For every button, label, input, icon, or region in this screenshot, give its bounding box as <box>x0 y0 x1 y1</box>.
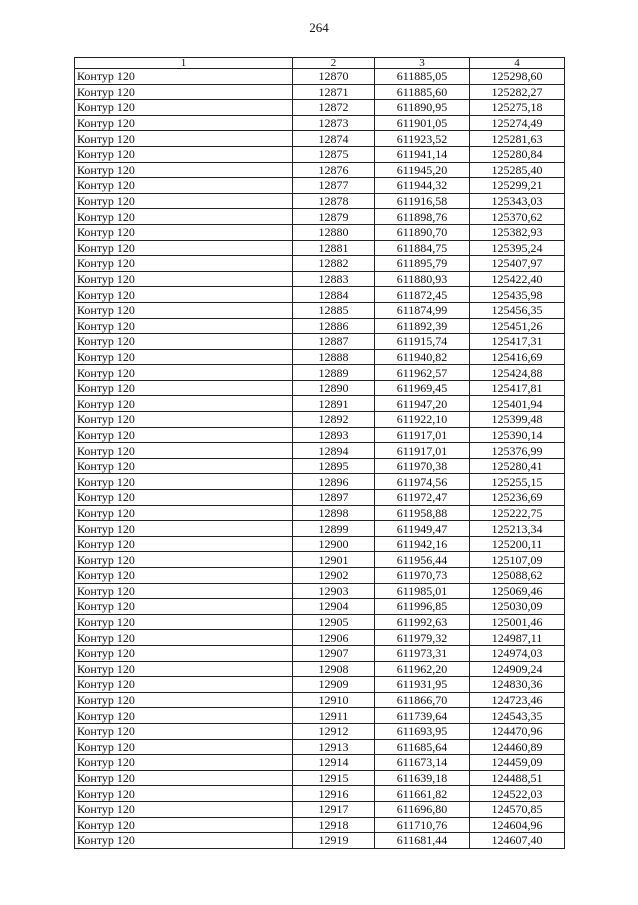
x-coordinate-cell: 611970,73 <box>375 568 470 584</box>
table-row <box>75 474 565 490</box>
contour-name-cell: Контур 120 <box>75 240 293 256</box>
y-coordinate-cell: 125282,27 <box>470 84 565 100</box>
y-coordinate-cell: 125343,03 <box>470 193 565 209</box>
contour-name-cell: Контур 120 <box>75 69 293 85</box>
contour-name-cell: Контур 120 <box>75 490 293 506</box>
table-row <box>75 412 565 428</box>
point-number-cell: 12870 <box>293 69 375 85</box>
y-coordinate-cell: 125298,60 <box>470 69 565 85</box>
x-coordinate-cell: 611901,05 <box>375 115 470 131</box>
x-coordinate-cell: 611693,95 <box>375 723 470 739</box>
point-number-cell: 12899 <box>293 521 375 537</box>
x-coordinate-cell: 611947,20 <box>375 396 470 412</box>
table-row <box>75 256 565 272</box>
table-row <box>75 396 565 412</box>
table-row <box>75 833 565 849</box>
point-number-cell: 12882 <box>293 256 375 272</box>
point-number-cell: 12918 <box>293 817 375 833</box>
table-row <box>75 614 565 630</box>
point-number-cell: 12902 <box>293 568 375 584</box>
y-coordinate-cell: 125390,14 <box>470 427 565 443</box>
y-coordinate-cell: 125376,99 <box>470 443 565 459</box>
point-number-cell: 12919 <box>293 833 375 849</box>
table-row <box>75 708 565 724</box>
point-number-cell: 12909 <box>293 677 375 693</box>
table-row <box>75 349 565 365</box>
point-number-cell: 12915 <box>293 770 375 786</box>
point-number-cell: 12885 <box>293 302 375 318</box>
y-coordinate-cell: 125030,09 <box>470 599 565 615</box>
table-row <box>75 630 565 646</box>
y-coordinate-cell: 125274,49 <box>470 115 565 131</box>
contour-name-cell: Контур 120 <box>75 224 293 240</box>
point-number-cell: 12879 <box>293 209 375 225</box>
table-row <box>75 661 565 677</box>
table-row <box>75 209 565 225</box>
point-number-cell: 12892 <box>293 412 375 428</box>
table-row <box>75 69 565 85</box>
point-number-cell: 12916 <box>293 786 375 802</box>
table-row <box>75 100 565 116</box>
point-number-cell: 12907 <box>293 645 375 661</box>
x-coordinate-cell: 611922,10 <box>375 412 470 428</box>
contour-name-cell: Контур 120 <box>75 786 293 802</box>
x-coordinate-cell: 611944,32 <box>375 178 470 194</box>
point-number-cell: 12880 <box>293 224 375 240</box>
table-row <box>75 583 565 599</box>
table-row <box>75 318 565 334</box>
contour-name-cell: Контур 120 <box>75 380 293 396</box>
contour-name-cell: Контур 120 <box>75 614 293 630</box>
y-coordinate-cell: 124604,96 <box>470 817 565 833</box>
table-row <box>75 271 565 287</box>
x-coordinate-cell: 611941,14 <box>375 146 470 162</box>
contour-name-cell: Контур 120 <box>75 443 293 459</box>
x-coordinate-cell: 611970,38 <box>375 458 470 474</box>
table-row <box>75 146 565 162</box>
y-coordinate-cell: 125424,88 <box>470 365 565 381</box>
y-coordinate-cell: 124723,46 <box>470 692 565 708</box>
y-coordinate-cell: 124830,36 <box>470 677 565 693</box>
y-coordinate-cell: 124543,35 <box>470 708 565 724</box>
point-number-cell: 12891 <box>293 396 375 412</box>
y-coordinate-cell: 124522,03 <box>470 786 565 802</box>
y-coordinate-cell: 125417,81 <box>470 380 565 396</box>
x-coordinate-cell: 611890,95 <box>375 100 470 116</box>
column-header-3: 3 <box>375 58 470 69</box>
contour-name-cell: Контур 120 <box>75 552 293 568</box>
table-row <box>75 552 565 568</box>
table-row <box>75 458 565 474</box>
contour-name-cell: Контур 120 <box>75 84 293 100</box>
table-row <box>75 302 565 318</box>
contour-name-cell: Контур 120 <box>75 162 293 178</box>
contour-name-cell: Контур 120 <box>75 583 293 599</box>
x-coordinate-cell: 611685,64 <box>375 739 470 755</box>
y-coordinate-cell: 124909,24 <box>470 661 565 677</box>
x-coordinate-cell: 611866,70 <box>375 692 470 708</box>
point-number-cell: 12888 <box>293 349 375 365</box>
x-coordinate-cell: 611895,79 <box>375 256 470 272</box>
page-number: 264 <box>309 20 329 35</box>
contour-name-cell: Контур 120 <box>75 474 293 490</box>
point-number-cell: 12914 <box>293 755 375 771</box>
table-row <box>75 723 565 739</box>
y-coordinate-cell: 125281,63 <box>470 131 565 147</box>
contour-name-cell: Контур 120 <box>75 833 293 849</box>
contour-name-cell: Контур 120 <box>75 599 293 615</box>
y-coordinate-cell: 125280,41 <box>470 458 565 474</box>
table-row <box>75 115 565 131</box>
y-coordinate-cell: 124470,96 <box>470 723 565 739</box>
point-number-cell: 12911 <box>293 708 375 724</box>
point-number-cell: 12886 <box>293 318 375 334</box>
point-number-cell: 12889 <box>293 365 375 381</box>
y-coordinate-cell: 124459,09 <box>470 755 565 771</box>
point-number-cell: 12912 <box>293 723 375 739</box>
point-number-cell: 12917 <box>293 801 375 817</box>
x-coordinate-cell: 611945,20 <box>375 162 470 178</box>
x-coordinate-cell: 611885,05 <box>375 69 470 85</box>
contour-name-cell: Контур 120 <box>75 817 293 833</box>
point-number-cell: 12890 <box>293 380 375 396</box>
column-header-1: 1 <box>75 58 293 69</box>
contour-name-cell: Контур 120 <box>75 209 293 225</box>
contour-name-cell: Контур 120 <box>75 521 293 537</box>
point-number-cell: 12893 <box>293 427 375 443</box>
y-coordinate-cell: 124570,85 <box>470 801 565 817</box>
point-number-cell: 12884 <box>293 287 375 303</box>
x-coordinate-cell: 611739,64 <box>375 708 470 724</box>
y-coordinate-cell: 125088,62 <box>470 568 565 584</box>
point-number-cell: 12875 <box>293 146 375 162</box>
table-row <box>75 801 565 817</box>
x-coordinate-cell: 611974,56 <box>375 474 470 490</box>
x-coordinate-cell: 611681,44 <box>375 833 470 849</box>
y-coordinate-cell: 125370,62 <box>470 209 565 225</box>
contour-name-cell: Контур 120 <box>75 801 293 817</box>
table-row <box>75 786 565 802</box>
y-coordinate-cell: 125422,40 <box>470 271 565 287</box>
y-coordinate-cell: 125222,75 <box>470 505 565 521</box>
y-coordinate-cell: 125255,15 <box>470 474 565 490</box>
table-row <box>75 178 565 194</box>
contour-name-cell: Контур 120 <box>75 677 293 693</box>
point-number-cell: 12898 <box>293 505 375 521</box>
column-header-4: 4 <box>470 58 565 69</box>
point-number-cell: 12881 <box>293 240 375 256</box>
point-number-cell: 12894 <box>293 443 375 459</box>
y-coordinate-cell: 125299,21 <box>470 178 565 194</box>
x-coordinate-cell: 611996,85 <box>375 599 470 615</box>
x-coordinate-cell: 611898,76 <box>375 209 470 225</box>
y-coordinate-cell: 125451,26 <box>470 318 565 334</box>
table-row <box>75 770 565 786</box>
contour-name-cell: Контур 120 <box>75 536 293 552</box>
x-coordinate-cell: 611940,82 <box>375 349 470 365</box>
y-coordinate-cell: 124974,03 <box>470 645 565 661</box>
x-coordinate-cell: 611973,31 <box>375 645 470 661</box>
y-coordinate-cell: 124987,11 <box>470 630 565 646</box>
table-row <box>75 521 565 537</box>
x-coordinate-cell: 611673,14 <box>375 755 470 771</box>
point-number-cell: 12895 <box>293 458 375 474</box>
point-number-cell: 12901 <box>293 552 375 568</box>
table-row <box>75 162 565 178</box>
point-number-cell: 12900 <box>293 536 375 552</box>
x-coordinate-cell: 611958,88 <box>375 505 470 521</box>
table-row <box>75 599 565 615</box>
table-row <box>75 568 565 584</box>
table-row <box>75 131 565 147</box>
point-number-cell: 12896 <box>293 474 375 490</box>
coordinates-table <box>74 57 565 849</box>
y-coordinate-cell: 125107,09 <box>470 552 565 568</box>
table-row <box>75 739 565 755</box>
point-number-cell: 12905 <box>293 614 375 630</box>
contour-name-cell: Контур 120 <box>75 412 293 428</box>
x-coordinate-cell: 611917,01 <box>375 443 470 459</box>
point-number-cell: 12906 <box>293 630 375 646</box>
contour-name-cell: Контур 120 <box>75 661 293 677</box>
header-row <box>75 58 565 69</box>
x-coordinate-cell: 611872,45 <box>375 287 470 303</box>
table-row <box>75 817 565 833</box>
table-body <box>75 69 565 849</box>
x-coordinate-cell: 611892,39 <box>375 318 470 334</box>
point-number-cell: 12883 <box>293 271 375 287</box>
point-number-cell: 12910 <box>293 692 375 708</box>
table-row <box>75 334 565 350</box>
contour-name-cell: Контур 120 <box>75 115 293 131</box>
contour-name-cell: Контур 120 <box>75 100 293 116</box>
point-number-cell: 12913 <box>293 739 375 755</box>
point-number-cell: 12872 <box>293 100 375 116</box>
contour-name-cell: Контур 120 <box>75 349 293 365</box>
table-row <box>75 365 565 381</box>
table-row <box>75 677 565 693</box>
point-number-cell: 12908 <box>293 661 375 677</box>
y-coordinate-cell: 125382,93 <box>470 224 565 240</box>
contour-name-cell: Контур 120 <box>75 256 293 272</box>
contour-name-cell: Контур 120 <box>75 692 293 708</box>
x-coordinate-cell: 611915,74 <box>375 334 470 350</box>
y-coordinate-cell: 125001,46 <box>470 614 565 630</box>
contour-name-cell: Контур 120 <box>75 131 293 147</box>
x-coordinate-cell: 611696,80 <box>375 801 470 817</box>
table-row <box>75 505 565 521</box>
y-coordinate-cell: 125416,69 <box>470 349 565 365</box>
y-coordinate-cell: 125435,98 <box>470 287 565 303</box>
point-number-cell: 12871 <box>293 84 375 100</box>
x-coordinate-cell: 611710,76 <box>375 817 470 833</box>
contour-name-cell: Контур 120 <box>75 645 293 661</box>
point-number-cell: 12874 <box>293 131 375 147</box>
y-coordinate-cell: 125280,84 <box>470 146 565 162</box>
y-coordinate-cell: 124607,40 <box>470 833 565 849</box>
column-header-2: 2 <box>293 58 375 69</box>
y-coordinate-cell: 124460,89 <box>470 739 565 755</box>
x-coordinate-cell: 611661,82 <box>375 786 470 802</box>
contour-name-cell: Контур 120 <box>75 427 293 443</box>
y-coordinate-cell: 125285,40 <box>470 162 565 178</box>
contour-name-cell: Контур 120 <box>75 755 293 771</box>
contour-name-cell: Контур 120 <box>75 287 293 303</box>
contour-name-cell: Контур 120 <box>75 505 293 521</box>
x-coordinate-cell: 611884,75 <box>375 240 470 256</box>
y-coordinate-cell: 125213,34 <box>470 521 565 537</box>
contour-name-cell: Контур 120 <box>75 568 293 584</box>
contour-name-cell: Контур 120 <box>75 708 293 724</box>
y-coordinate-cell: 124488,51 <box>470 770 565 786</box>
table-row <box>75 427 565 443</box>
x-coordinate-cell: 611880,93 <box>375 271 470 287</box>
contour-name-cell: Контур 120 <box>75 723 293 739</box>
x-coordinate-cell: 611923,52 <box>375 131 470 147</box>
table-row <box>75 692 565 708</box>
contour-name-cell: Контур 120 <box>75 193 293 209</box>
contour-name-cell: Контур 120 <box>75 739 293 755</box>
point-number-cell: 12876 <box>293 162 375 178</box>
x-coordinate-cell: 611931,95 <box>375 677 470 693</box>
table-row <box>75 287 565 303</box>
contour-name-cell: Контур 120 <box>75 302 293 318</box>
table-row <box>75 645 565 661</box>
x-coordinate-cell: 611885,60 <box>375 84 470 100</box>
table-row <box>75 224 565 240</box>
x-coordinate-cell: 611916,58 <box>375 193 470 209</box>
table-row <box>75 240 565 256</box>
contour-name-cell: Контур 120 <box>75 770 293 786</box>
x-coordinate-cell: 611962,20 <box>375 661 470 677</box>
y-coordinate-cell: 125401,94 <box>470 396 565 412</box>
table-row <box>75 193 565 209</box>
x-coordinate-cell: 611949,47 <box>375 521 470 537</box>
x-coordinate-cell: 611917,01 <box>375 427 470 443</box>
table-row <box>75 490 565 506</box>
table-row <box>75 84 565 100</box>
table-row <box>75 755 565 771</box>
y-coordinate-cell: 125395,24 <box>470 240 565 256</box>
y-coordinate-cell: 125275,18 <box>470 100 565 116</box>
contour-name-cell: Контур 120 <box>75 365 293 381</box>
y-coordinate-cell: 125399,48 <box>470 412 565 428</box>
contour-name-cell: Контур 120 <box>75 334 293 350</box>
x-coordinate-cell: 611956,44 <box>375 552 470 568</box>
x-coordinate-cell: 611969,45 <box>375 380 470 396</box>
x-coordinate-cell: 611639,18 <box>375 770 470 786</box>
x-coordinate-cell: 611962,57 <box>375 365 470 381</box>
contour-name-cell: Контур 120 <box>75 271 293 287</box>
x-coordinate-cell: 611942,16 <box>375 536 470 552</box>
x-coordinate-cell: 611979,32 <box>375 630 470 646</box>
point-number-cell: 12887 <box>293 334 375 350</box>
y-coordinate-cell: 125236,69 <box>470 490 565 506</box>
table-row <box>75 380 565 396</box>
y-coordinate-cell: 125407,97 <box>470 256 565 272</box>
point-number-cell: 12897 <box>293 490 375 506</box>
contour-name-cell: Контур 120 <box>75 396 293 412</box>
point-number-cell: 12878 <box>293 193 375 209</box>
contour-name-cell: Контур 120 <box>75 146 293 162</box>
point-number-cell: 12873 <box>293 115 375 131</box>
point-number-cell: 12877 <box>293 178 375 194</box>
x-coordinate-cell: 611874,99 <box>375 302 470 318</box>
table-row <box>75 443 565 459</box>
x-coordinate-cell: 611890,70 <box>375 224 470 240</box>
contour-name-cell: Контур 120 <box>75 458 293 474</box>
y-coordinate-cell: 125456,35 <box>470 302 565 318</box>
point-number-cell: 12903 <box>293 583 375 599</box>
y-coordinate-cell: 125417,31 <box>470 334 565 350</box>
y-coordinate-cell: 125200,11 <box>470 536 565 552</box>
x-coordinate-cell: 611972,47 <box>375 490 470 506</box>
contour-name-cell: Контур 120 <box>75 178 293 194</box>
y-coordinate-cell: 125069,46 <box>470 583 565 599</box>
x-coordinate-cell: 611985,01 <box>375 583 470 599</box>
table-row <box>75 536 565 552</box>
point-number-cell: 12904 <box>293 599 375 615</box>
contour-name-cell: Контур 120 <box>75 318 293 334</box>
x-coordinate-cell: 611992,63 <box>375 614 470 630</box>
table-header <box>75 58 565 69</box>
contour-name-cell: Контур 120 <box>75 630 293 646</box>
